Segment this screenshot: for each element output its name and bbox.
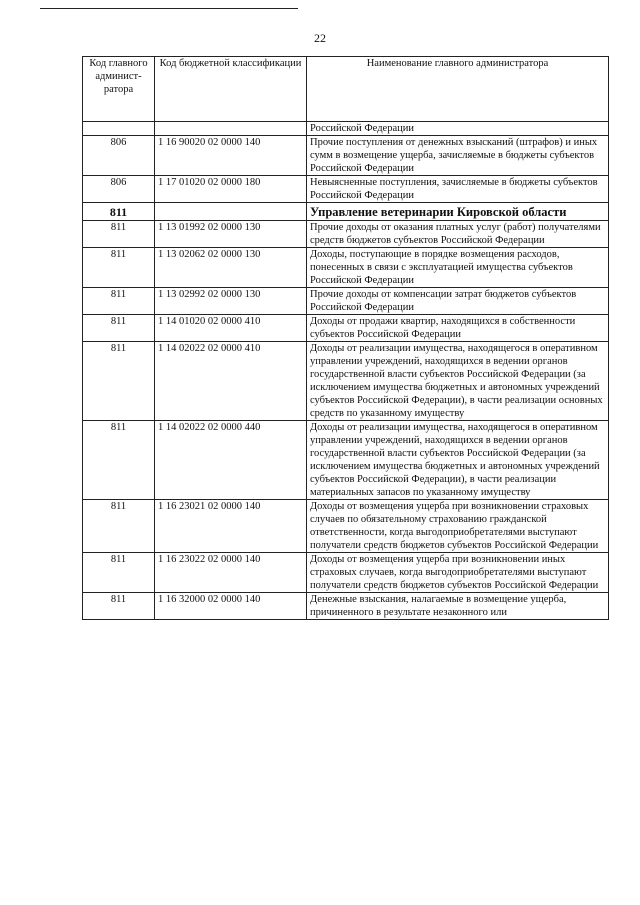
header-budget-code: Код бюджетной классификации (155, 57, 307, 122)
cell-budget-code: 1 16 23021 02 0000 140 (155, 500, 307, 553)
table-header-row (83, 57, 609, 122)
cell-admin-name: Доходы от возмещения ущерба при возникновении страховых случаев по обязательному страхованию гражданской ответственности, когда выгодоприобретателями выступают получатели средств бюджетов субъектов Российской Федерации (307, 500, 609, 553)
cell-admin-code: 811 (83, 288, 155, 315)
cell-admin-name: Доходы от продажи квартир, находящихся в собственности субъектов Российской Федерации (307, 315, 609, 342)
cell-admin-code: 811 (83, 248, 155, 288)
page-number: 22 (314, 31, 326, 45)
table-row (83, 248, 609, 288)
table-row (83, 593, 609, 620)
table-row (83, 221, 609, 248)
cell-admin-code: 806 (83, 176, 155, 203)
table-row (83, 421, 609, 500)
table-row (83, 553, 609, 593)
cell-admin-code: 811 (83, 342, 155, 421)
top-rule (40, 8, 298, 9)
cell-admin-code: 811 (83, 421, 155, 500)
cell-admin-name: Российской Федерации (307, 122, 609, 136)
cell-admin-code: 806 (83, 136, 155, 176)
table-row (83, 136, 609, 176)
table-row (83, 122, 609, 136)
cell-budget-code: 1 13 02992 02 0000 130 (155, 288, 307, 315)
cell-budget-code: 1 14 02022 02 0000 410 (155, 342, 307, 421)
cell-admin-code: 811 (83, 221, 155, 248)
cell-budget-code: 1 13 02062 02 0000 130 (155, 248, 307, 288)
cell-admin-name: Прочие доходы от компенсации затрат бюджетов субъектов Российской Федерации (307, 288, 609, 315)
header-admin-code: Код главного админист-ратора (83, 57, 155, 122)
header-admin-name: Наименование главного администратора (307, 57, 609, 122)
cell-admin-code: 811 (83, 553, 155, 593)
cell-admin-name: Невыясненные поступления, зачисляемые в бюджеты субъектов Российской Федерации (307, 176, 609, 203)
cell-budget-code: 1 14 02022 02 0000 440 (155, 421, 307, 500)
table-row (83, 176, 609, 203)
cell-admin-code: 811 (83, 593, 155, 620)
cell-budget-code: 1 16 23022 02 0000 140 (155, 553, 307, 593)
cell-admin-code: 811 (83, 500, 155, 553)
table-row-administrator (83, 203, 609, 221)
cell-budget-code: 1 16 90020 02 0000 140 (155, 136, 307, 176)
cell-admin-name: Управление ветеринарии Кировской области (307, 203, 609, 221)
table-row (83, 288, 609, 315)
cell-budget-code: 1 16 32000 02 0000 140 (155, 593, 307, 620)
cell-admin-name: Доходы от реализации имущества, находящегося в оперативном управлении учреждений, находящихся в ведении органов государственной власти субъектов Российской Федерации (за исключением имущества бюджетных и автономных учреждений субъектов Российской Федерации), в части реализации материальных запасов по указанному имуществу (307, 421, 609, 500)
table-body (83, 122, 609, 620)
cell-budget-code: 1 17 01020 02 0000 180 (155, 176, 307, 203)
cell-admin-name: Прочие поступления от денежных взысканий (штрафов) и иных сумм в возмещение ущерба, зачисляемые в бюджеты субъектов Российской Федерации (307, 136, 609, 176)
cell-admin-name: Доходы от реализации имущества, находящегося в оперативном управлении учреждений, находящихся в ведении органов государственной власти субъектов Российской Федерации (за исключением имущества бюджетных и автономных учреждений субъектов Российской Федерации), в части реализации основных средств по указанному имуществу (307, 342, 609, 421)
cell-budget-code: 1 14 01020 02 0000 410 (155, 315, 307, 342)
cell-admin-code (83, 122, 155, 136)
cell-admin-code: 811 (83, 203, 155, 221)
table-row (83, 315, 609, 342)
cell-budget-code (155, 203, 307, 221)
cell-admin-name: Доходы от возмещения ущерба при возникновении иных страховых случаев, когда выгодоприобретателями выступают получатели средств бюджетов субъектов Российской Федерации (307, 553, 609, 593)
cell-admin-name: Доходы, поступающие в порядке возмещения расходов, понесенных в связи с эксплуатацией имущества субъектов Российской Федерации (307, 248, 609, 288)
cell-admin-code: 811 (83, 315, 155, 342)
table-row (83, 500, 609, 553)
cell-budget-code (155, 122, 307, 136)
table-row (83, 342, 609, 421)
cell-budget-code: 1 13 01992 02 0000 130 (155, 221, 307, 248)
cell-admin-name: Прочие доходы от оказания платных услуг (работ) получателями средств бюджетов субъектов Российской Федерации (307, 221, 609, 248)
cell-admin-name: Денежные взыскания, налагаемые в возмещение ущерба, причиненного в результате незаконного или (307, 593, 609, 620)
revenue-table (82, 56, 609, 620)
